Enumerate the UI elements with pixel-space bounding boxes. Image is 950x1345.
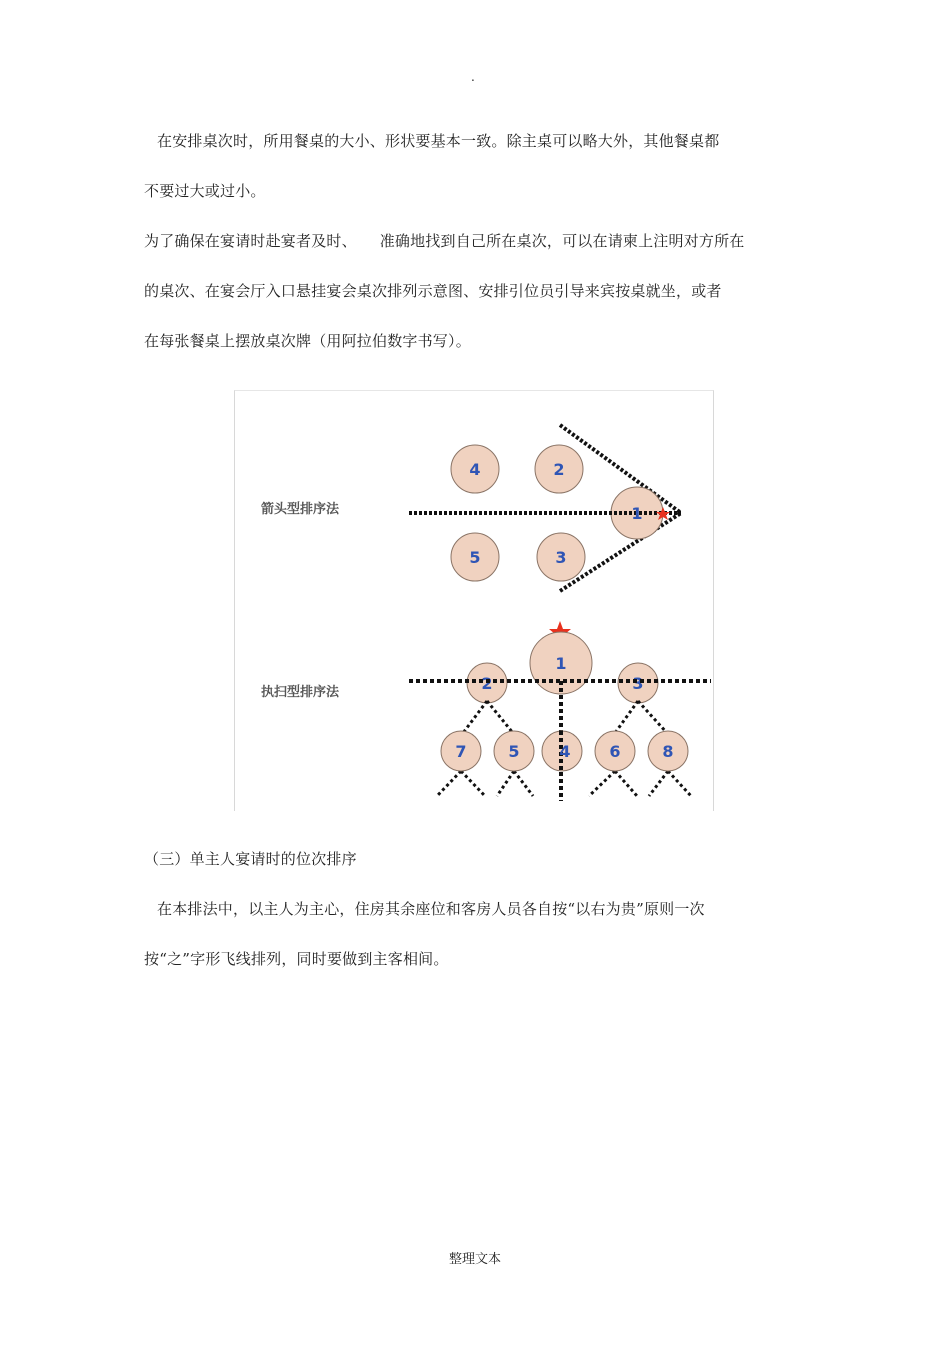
- paragraph-2: 为了确保在宴请时赴宴者及时、 准确地找到自己所在桌次，可以在请柬上注明对方所在: [144, 232, 745, 250]
- svg-text:6: 6: [609, 742, 621, 761]
- paragraph-2-cont: 的桌次、在宴会厅入口悬挂宴会桌次排列示意图、安排引位员引导来宾按桌就坐，或者: [144, 282, 722, 300]
- svg-text:5: 5: [469, 548, 481, 567]
- arrow-table-1: [609, 487, 681, 539]
- arrow-table-4: [451, 445, 499, 493]
- pyramid-table-6: [595, 731, 635, 771]
- pyramid-type-label: 执扫型排序法: [261, 685, 340, 700]
- arrow-table-3: [537, 533, 585, 581]
- svg-text:2: 2: [553, 460, 565, 479]
- paragraph-1: 在安排桌次时，所用餐桌的大小、形状要基本一致。除主桌可以略大外，其他餐桌都: [157, 132, 720, 150]
- svg-text:3: 3: [555, 548, 567, 567]
- pyramid-table-3: [618, 663, 658, 703]
- svg-text:7: 7: [455, 742, 467, 761]
- pyramid-table-5: [494, 731, 534, 771]
- table-arrangement-diagram: [235, 391, 713, 811]
- paragraph-2-end: 在每张餐桌上摆放桌次牌（用阿拉伯数字书写）。: [144, 332, 471, 350]
- svg-text:1: 1: [631, 504, 643, 523]
- paragraph-3-cont: 按“之”字形飞线排列，同时要做到主客相间。: [144, 950, 449, 968]
- section-heading: （三）单主人宴请时的位次排序: [144, 850, 357, 868]
- svg-text:4: 4: [469, 460, 481, 479]
- arrow-type-label: 箭头型排序法: [261, 502, 340, 517]
- arrow-table-2: [535, 445, 583, 493]
- paragraph-3: 在本排法中，以主人为主心，住房其余座位和客房人员各自按“以右为贵”原则一次: [157, 900, 705, 918]
- arrow-table-5: [451, 533, 499, 581]
- pyramid-table-7: [441, 731, 481, 771]
- svg-text:5: 5: [508, 742, 520, 761]
- svg-text:4: 4: [559, 742, 571, 761]
- header-dot: .: [471, 70, 475, 84]
- svg-text:1: 1: [555, 654, 567, 673]
- page-footer: 整理文本: [448, 1252, 501, 1267]
- table-arrangement-figure: [234, 390, 714, 811]
- svg-text:2: 2: [481, 674, 493, 693]
- svg-text:3: 3: [632, 674, 644, 693]
- pyramid-table-8: [648, 731, 688, 771]
- svg-text:8: 8: [662, 742, 674, 761]
- pyramid-table-4: [542, 731, 582, 771]
- paragraph-1-cont: 不要过大或过小。: [144, 182, 266, 200]
